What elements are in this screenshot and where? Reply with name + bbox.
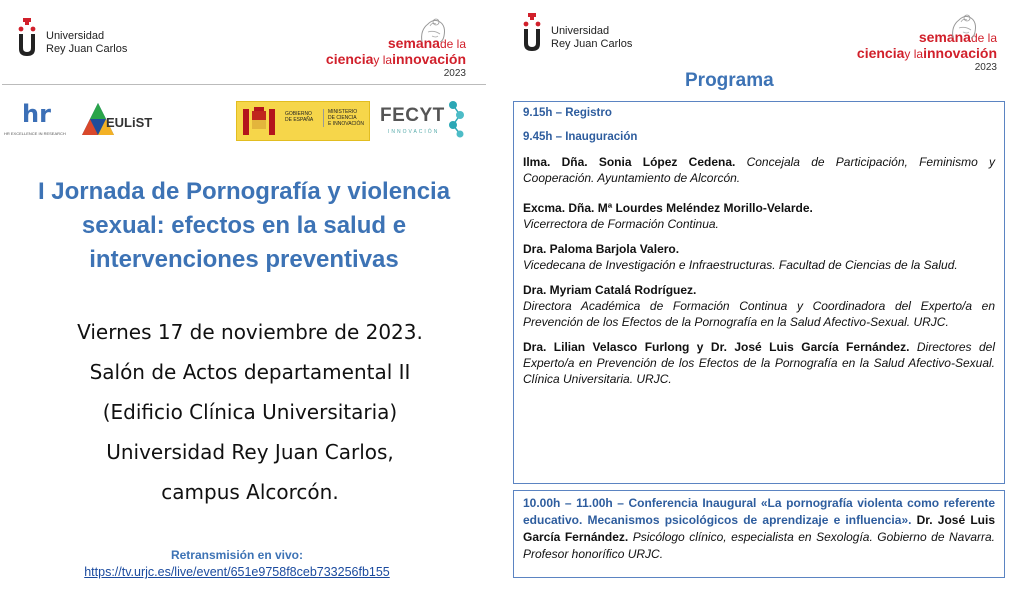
programme-panel: [505, 0, 1023, 592]
speaker-entry: [523, 200, 995, 232]
university-name-line2: Rey Juan Carlos: [551, 38, 633, 50]
gobierno-espana-logo: [236, 101, 370, 141]
semana-de-la: de la: [970, 31, 997, 45]
keynote-title: 10.00h – 11.00h – Conferencia Inaugural «La pornografía violenta como referente educativo. Mecanismos psicológicos de aprendizaje e influencia».: [523, 496, 995, 527]
slot-inauguracion: 9.45h – Inauguración: [523, 131, 638, 143]
semana-de-la: de la: [439, 37, 466, 51]
sketch-figure-icon: [414, 14, 454, 44]
speaker-role: Directores del Experto/a en Prevención de los Efectos de la Pornografía en la Salud Afectivo-Sexual. Clínica Universitaria. URJC.: [523, 340, 995, 386]
keynote-speaker: Dr. José Luis García Fernández.: [523, 513, 995, 544]
urjc-logo-right: [521, 13, 632, 53]
innovacion-word: innovación: [923, 45, 997, 61]
ciencia-word: ciencia: [856, 45, 905, 61]
programme-schedule-box: [513, 101, 1005, 484]
hr-logo-text: hr: [22, 100, 51, 128]
fecyt-logo-text: FECYT: [380, 105, 445, 126]
ministerio-line2: DE CIENCIA: [328, 115, 357, 121]
programme-title: Programa: [685, 70, 774, 91]
speaker-entry: [523, 154, 995, 186]
semana-word: semana: [918, 29, 971, 45]
university-name-line1: Universidad: [46, 30, 105, 42]
university-name-line1: Universidad: [551, 25, 610, 37]
ministerio-line1: MINISTERIO: [328, 109, 358, 115]
speaker-role: Vicerrectora de Formación Continua.: [523, 217, 719, 231]
speaker-role: Vicedecana de Investigación e Infraestructuras. Facultad de Ciencias de la Salud.: [523, 258, 958, 272]
speaker-role: Directora Académica de Formación Continua y Coordinadora del Experto/a en Prevención de los Efectos de la Pornografía en la Salud Afectivo-Sexual. URJC.: [523, 299, 995, 329]
urjc-emblem-icon: [521, 13, 543, 53]
event-details: [20, 312, 480, 512]
livestream-link[interactable]: https://tv.urjc.es/live/event/651e9758f8ceb733256fb155: [84, 565, 390, 579]
slot-registro: 9.15h – Registro: [523, 107, 612, 119]
event-title-line2: sexual: efectos en la salud e: [81, 212, 407, 239]
hr-logo-caption: HR EXCELLENCE IN RESEARCH: [4, 131, 66, 136]
speaker-name: Ilma. Dña. Sonia López Cedena.: [523, 155, 736, 169]
gobierno-line1: GOBIERNO: [285, 111, 312, 117]
fecyt-logo: [378, 99, 470, 143]
innovacion-word: innovación: [392, 51, 466, 67]
hr-excellence-logo: [4, 101, 66, 141]
semana-year: 2023: [443, 68, 466, 79]
ciencia-word: ciencia: [325, 51, 374, 67]
urjc-emblem-icon: [16, 18, 38, 58]
speaker-name: Excma. Dña. Mª Lourdes Meléndez Morillo-Velarde.: [523, 201, 813, 215]
keynote-speaker-role: Psicólogo clínico, especialista en Sexología. Gobierno de Navarra. Profesor honorífico URJC.: [523, 530, 995, 561]
university-name-line2: Rey Juan Carlos: [46, 43, 128, 55]
speaker-role: Concejala de Participación, Feminismo y Cooperación. Ayuntamiento de Alcorcón.: [523, 155, 995, 185]
speaker-name: Dra. Lilian Velasco Furlong y Dr. José Luis García Fernández.: [523, 340, 910, 354]
keynote-box: [513, 490, 1005, 578]
semana-y-la: y la: [904, 47, 924, 61]
livestream-label: Retransmisión en vivo:: [170, 548, 304, 562]
spain-coat-of-arms-icon: [239, 103, 279, 141]
event-university: Universidad Rey Juan Carlos,: [106, 440, 394, 464]
speaker-name: Dra. Myriam Catalá Rodríguez.: [523, 283, 697, 297]
event-date: Viernes 17 de noviembre de 2023.: [77, 320, 423, 344]
sketch-figure-icon: [945, 10, 985, 40]
event-title: [6, 175, 482, 277]
urjc-logo: [16, 18, 127, 58]
speaker-entry: [523, 241, 995, 273]
eulist-logo: [80, 101, 160, 141]
semana-year: 2023: [974, 62, 997, 73]
event-title-line1: I Jornada de Pornografía y violencia: [37, 178, 451, 205]
semana-word: semana: [387, 35, 440, 51]
ministerio-line3: E INNOVACIÓN: [328, 121, 365, 127]
eulist-logo-text: EULiST: [106, 115, 153, 130]
partner-logos: [0, 95, 490, 147]
speaker-entry: [523, 339, 995, 387]
semana-y-la: y la: [373, 53, 393, 67]
fecyt-molecule-icon: [446, 99, 468, 139]
speaker-name: Dra. Paloma Barjola Valero.: [523, 242, 680, 256]
event-building: (Edificio Clínica Universitaria): [102, 400, 398, 424]
fecyt-logo-caption: INNOVACIÓN: [388, 129, 440, 135]
gobierno-line2: DE ESPAÑA: [285, 117, 314, 123]
event-campus: campus Alcorcón.: [161, 480, 339, 504]
event-title-line3: intervenciones preventivas: [89, 246, 399, 273]
speaker-entry: [523, 282, 995, 330]
event-poster-panel: [0, 0, 500, 592]
header-divider: [2, 84, 486, 85]
event-venue: Salón de Actos departamental II: [89, 360, 411, 384]
